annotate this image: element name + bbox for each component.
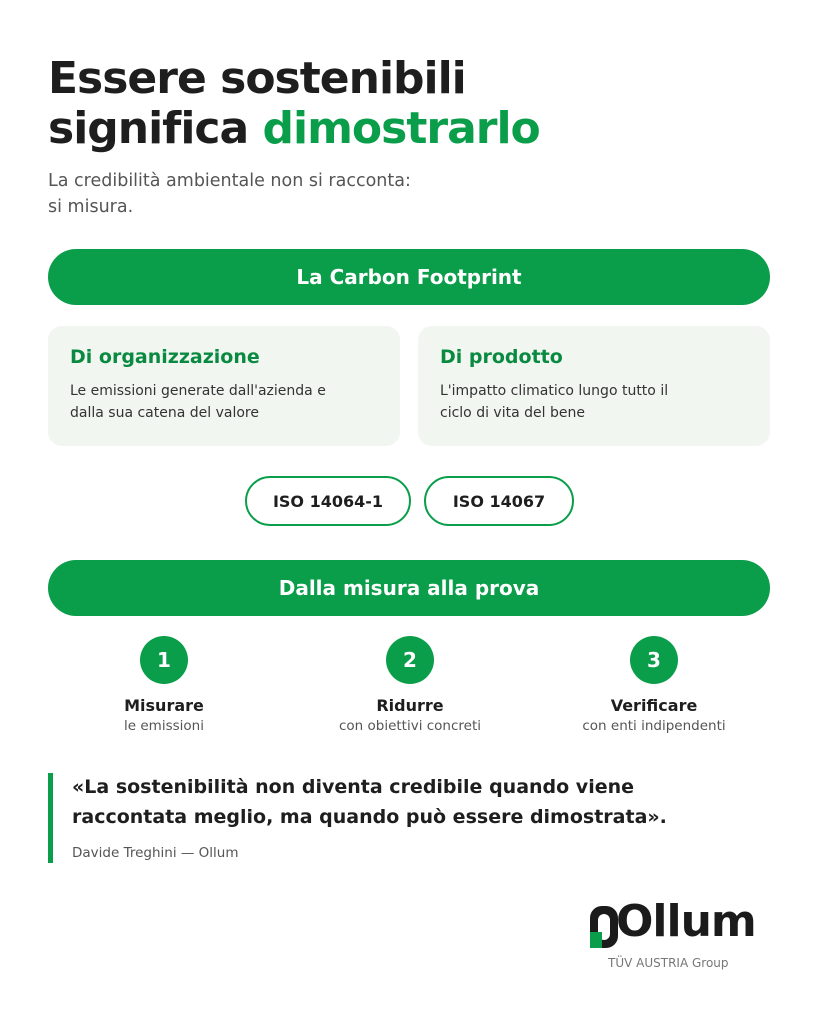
step-title: Misurare [124, 696, 204, 715]
step-description: le emissioni [124, 718, 204, 734]
step-measure [44, 636, 284, 736]
step-title: Ridurre [376, 696, 444, 715]
step-number-badge: 1 [140, 636, 188, 684]
subtitle [48, 168, 568, 220]
card-title: Di organizzazione [70, 346, 260, 368]
step-description: con obiettivi concreti [338, 718, 482, 734]
card-title: Di prodotto [440, 346, 563, 368]
title-accent-word: dimostrarlo [262, 103, 540, 154]
logo-mark-icon [590, 906, 618, 948]
quote-text [72, 772, 772, 832]
card-desc-line-1: Le emissioni generate dall'azienda e [70, 383, 326, 399]
iso-14064-badge: ISO 14064-1 [245, 476, 411, 526]
step-title: Verificare [610, 696, 698, 715]
measure-to-proof-heading: Dalla misura alla prova [48, 560, 770, 616]
step-number-badge: 3 [630, 636, 678, 684]
card-description [70, 380, 378, 424]
card-desc-line-2: dalla sua catena del valore [70, 405, 259, 421]
title-line-2: significa [48, 103, 263, 154]
logo-wordmark: Ollum [616, 896, 756, 947]
quote-line-1: «La sostenibilità non diventa credibile quando viene [72, 776, 635, 798]
step-reduce [290, 636, 530, 736]
step-verify [534, 636, 774, 736]
card-desc-line-2: ciclo di vita del bene [440, 405, 585, 421]
subtitle-line-1: La credibilità ambientale non si racconta: [48, 171, 411, 191]
card-product [418, 326, 770, 446]
quote-author: Davide Treghini — Ollum [72, 845, 239, 861]
subtitle-line-2: si misura. [48, 197, 134, 217]
logo-group-label: TÜV AUSTRIA Group [608, 956, 729, 970]
page-title [48, 54, 768, 154]
step-number-badge: 2 [386, 636, 434, 684]
quote-line-2: raccontata meglio, ma quando può essere dimostrata». [72, 806, 667, 828]
title-line-1: Essere sostenibili [48, 53, 466, 104]
card-description [440, 380, 748, 424]
quote-accent-bar [48, 773, 53, 863]
carbon-footprint-heading: La Carbon Footprint [48, 249, 770, 305]
ollum-logo [590, 896, 756, 982]
step-description: con enti indipendenti [582, 718, 726, 734]
card-organization [48, 326, 400, 446]
card-desc-line-1: L'impatto climatico lungo tutto il [440, 383, 669, 399]
iso-14067-badge: ISO 14067 [424, 476, 574, 526]
